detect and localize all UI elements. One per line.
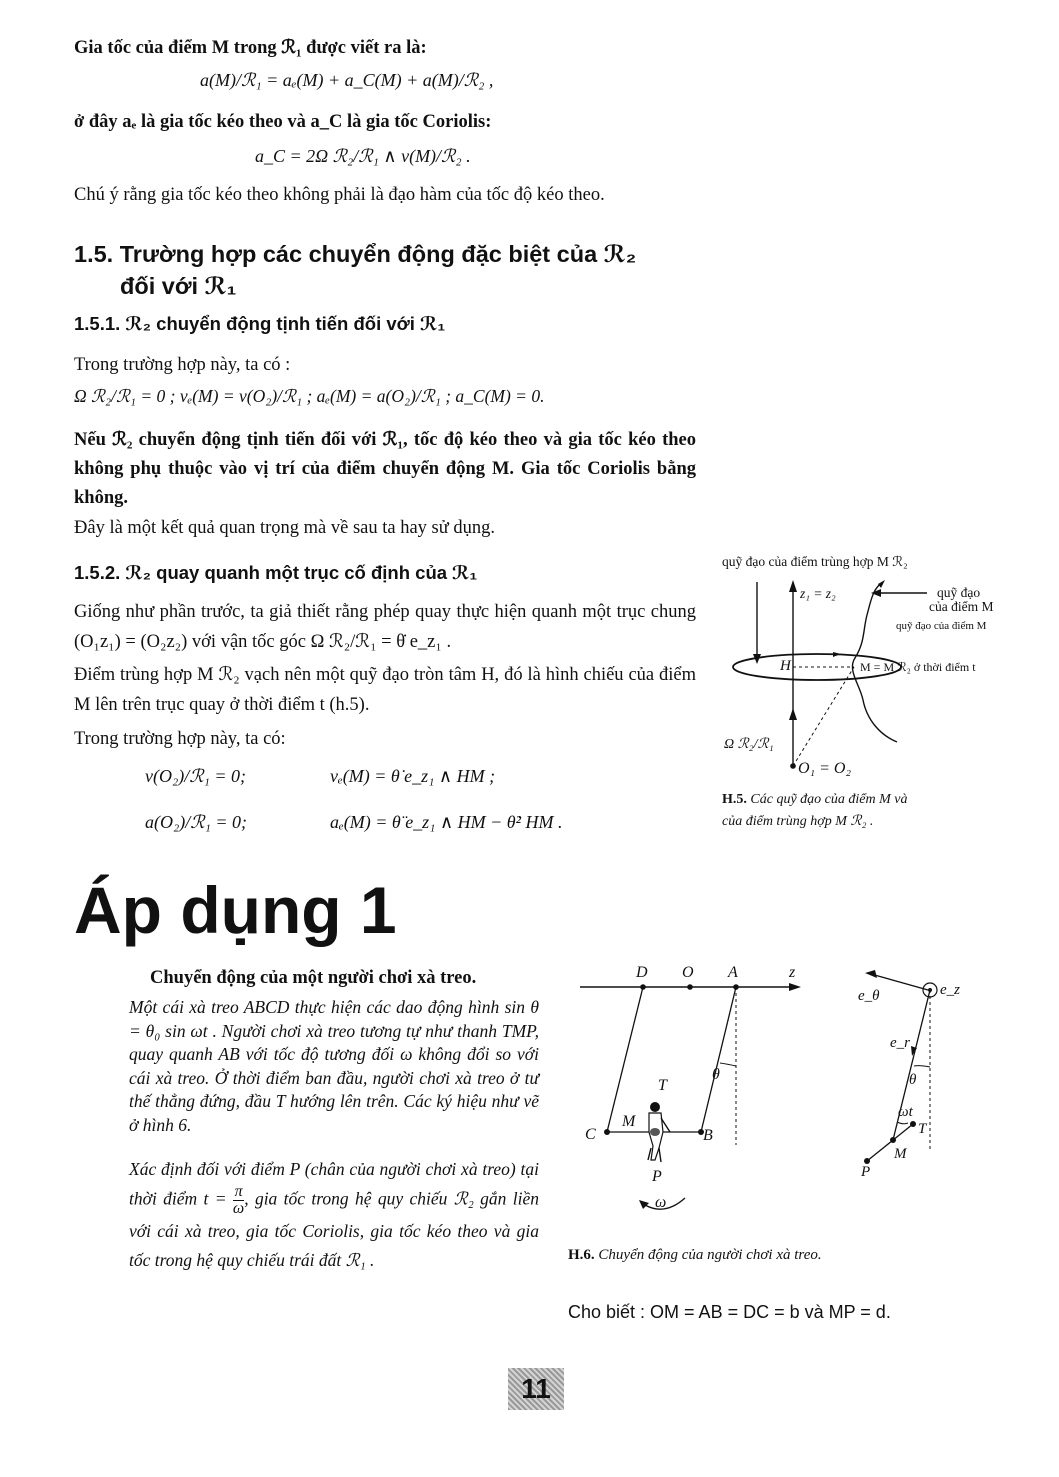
heading-1-5-1 [74,313,445,335]
fig6-point-T-right [910,1121,916,1127]
fig6-omega-arrowhead [639,1200,649,1209]
fig6-label-A: A [728,964,738,981]
heading-1-5-2 [74,562,477,584]
fig6-label-e-theta: e_θ [858,988,880,1004]
fig6-point-C [604,1129,610,1135]
fig6-label-theta-right: θ [909,1072,917,1088]
application-title: Chuyển động của một người chơi xà treo. [150,968,477,988]
fig6-label-theta: θ [712,1066,720,1083]
application-paragraph-1: Một cái xà treo ABCD thực hiện các dao động hình sin θ = θ₀ sin ωt . Người chơi xà treo tương tự như thanh TMP, quay quanh AB với tốc độ tương đối ω không đổi so với cái xà treo. Ở thời điểm ban đầu, người chơi xà treo ở tư thế thẳng đứng, đầu T hướng lên trên. Các ký hiệu như vẽ ở hình 6. [129,997,539,1135]
fig6-caption-number: H.6. [568,1247,595,1263]
fig5-origin-dot [790,763,796,769]
equation-coriolis: a_C = 2Ω ℛ₂/ℛ₁ ∧ v(M)/ℛ₂ . [255,146,471,166]
intro-line: Gia tốc của điểm M trong ℛ₁ được viết ra là: [74,38,427,58]
fig6-given-values: Cho biết : OM = AB = DC = b và MP = d. [568,1302,891,1322]
fig5-label-M-equals: M = M ℛ₂ ở thời điểm t [860,660,976,674]
fig6-label-D: D [636,964,648,981]
fig6-e-theta-arrowhead [865,970,877,978]
figure-6-diagram [575,960,1015,1220]
heading-1-5-2-number: 1.5.2. [74,562,121,583]
heading-1-5-title: Trường hợp các chuyển động đặc biệt của ℛ₂ [119,241,637,267]
rotation-paragraph-1: Giống như phần trước, ta giả thiết rằng phép quay thực hiện quanh một trục chung (O₁z₁) = (O₂z₂) với vận tốc góc Ω ℛ₂/ℛ₁ = θ̇ e_z₁ . [74,602,696,652]
fig5-label-coincident-trajectory: quỹ đạo của điểm trùng hợp M ℛ₂ [722,554,908,569]
fig6-label-M: M [622,1113,636,1130]
fig6-rope-AB [701,987,736,1132]
heading-1-5-number: 1.5. [74,241,114,267]
fig5-axis-arrowhead [789,580,797,592]
fig5-label-H: H [780,658,791,674]
fig6-label-e-z: e_z [940,982,960,998]
fig6-label-z: z [789,964,796,981]
translation-conclusion: Đây là một kết quả quan trọng mà về sau ta hay sử dụng. [74,518,496,538]
equation-acceleration-origin: a(O₂)/ℛ₁ = 0; [145,812,248,832]
fig5-omega-arrowhead [789,708,797,720]
heading-1-5-1-number: 1.5.1. [74,313,121,334]
page-number: 11 [508,1368,564,1410]
fig6-z-arrowhead [789,983,801,991]
fig5-caption-number: H.5. [722,792,747,807]
fig5-segment-OM [793,667,854,766]
fig5-label-trajectory-line2: của điểm M [929,599,994,614]
fig6-label-omega-t: ωt [898,1104,913,1120]
equation-translation-case: Ω ℛ₂/ℛ₁ = 0 ; vₑ(M) = v(O₂)/ℛ₁ ; aₑ(M) = a(O₂)/ℛ₁ ; a_C(M) = 0. [74,386,545,406]
intro-note: Chú ý rằng gia tốc kéo theo không phải là đạo hàm của tốc độ kéo theo. [74,185,605,205]
heading-1-5-line2: đối với ℛ₁ [120,273,237,299]
section-1-5-1-intro: Trong trường hợp này, ta có : [74,355,291,375]
fraction-pi-over-omega [233,1184,244,1217]
fig5-trajectory-M-arrow [878,580,885,588]
heading-1-5-2-title: ℛ₂ quay quanh một trục cố định của ℛ₁ [125,562,478,583]
rotation-paragraph-2: Điểm trùng hợp M ℛ₂ vạch nên một quỹ đạo tròn tâm H, đó là hình chiếu của điểm M lên trên trục quay ở thời điểm t (h.5). [74,665,696,715]
fig6-label-M-right: M [894,1146,907,1162]
fig6-point-M-right [890,1137,896,1143]
fig6-label-P-right: P [861,1164,871,1180]
fig5-label-axis: z₁ = z₂ [800,586,836,601]
intro-definition-line: ở đây aₑ là gia tốc kéo theo và a_C là gia tốc Coriolis: [74,112,492,132]
fig6-label-T: T [658,1077,667,1094]
fig6-caption-text: Chuyển động của người chơi xà treo. [598,1247,822,1263]
fig5-label-omega: Ω ℛ₂/ℛ₁ [724,737,774,752]
fig6-label-B: B [703,1127,713,1144]
fig6-point-O [687,984,693,990]
fig6-label-C: C [585,1126,596,1143]
equation-entrainment-velocity: vₑ(M) = θ̇ e_z₁ ∧ HM ; [330,766,496,786]
equation-acceleration-composition: a(M)/ℛ₁ = aₑ(M) + a_C(M) + a(M)/ℛ₂ , [200,70,494,90]
fig6-caption [568,1247,822,1264]
fraction-denominator: ω [232,1200,245,1217]
fig5-caption-line2: của điểm trùng hợp M ℛ₂ . [722,814,874,829]
fig6-label-omega: ω [655,1194,667,1211]
heading-1-5-1-title: ℛ₂ chuyển động tịnh tiến đối với ℛ₁ [125,313,446,334]
application-paragraph-2-start: Xác định đối với điểm P (chân của người chơi xà treo) tại thời điểm t = [129,1159,539,1209]
equation-velocity-origin: v(O₂)/ℛ₁ = 0; [145,766,246,786]
application-paragraph-2 [129,1155,539,1275]
application-paragraph-2-end: , gia tốc trong hệ quy chiếu ℛ₂ gắn liền với cái xà treo, gia tốc Coriolis, gia tốc kéo theo và gia tốc trong hệ quy chiếu trái đất ℛ₁ . [129,1188,539,1270]
rotation-paragraph-3: Trong trường hợp này, ta có: [74,729,286,749]
equation-entrainment-acceleration: aₑ(M) = θ̈ e_z₁ ∧ HM − θ̇² HM . [330,812,563,832]
fig6-theta-arc-right [914,1066,930,1067]
fig5-caption [722,789,907,833]
fig6-rope-DC [607,987,643,1132]
translation-bold-statement: Nếu ℛ₂ chuyển động tịnh tiến đối với ℛ₁, tốc độ kéo theo và gia tốc kéo theo không phụ thuộc vào vị trí của điểm chuyển động M. Gia tốc Coriolis bằng không. [74,430,696,508]
fig5-label-trajectory-full: quỹ đạo của điểm M [896,620,987,632]
fig6-label-O: O [682,964,694,981]
fig5-label-trajectory-line1: quỹ đạo [937,585,981,600]
fig5-label-origin: O₁ = O₂ [798,760,852,777]
fig6-theta-arc [720,1063,736,1066]
fig5-label-trajectory [929,586,993,614]
fraction-numerator: π [234,1183,243,1200]
fig6-label-P: P [652,1168,662,1185]
fig6-label-T-right: T [918,1121,927,1137]
heading-1-5 [74,238,636,270]
fig6-omega-t-arc [897,1122,908,1124]
fig6-label-e-r: e_r [890,1035,910,1051]
application-heading: Áp dụng 1 [74,873,397,947]
fig5-caption-line1: Các quỹ đạo của điểm M và [750,792,908,807]
